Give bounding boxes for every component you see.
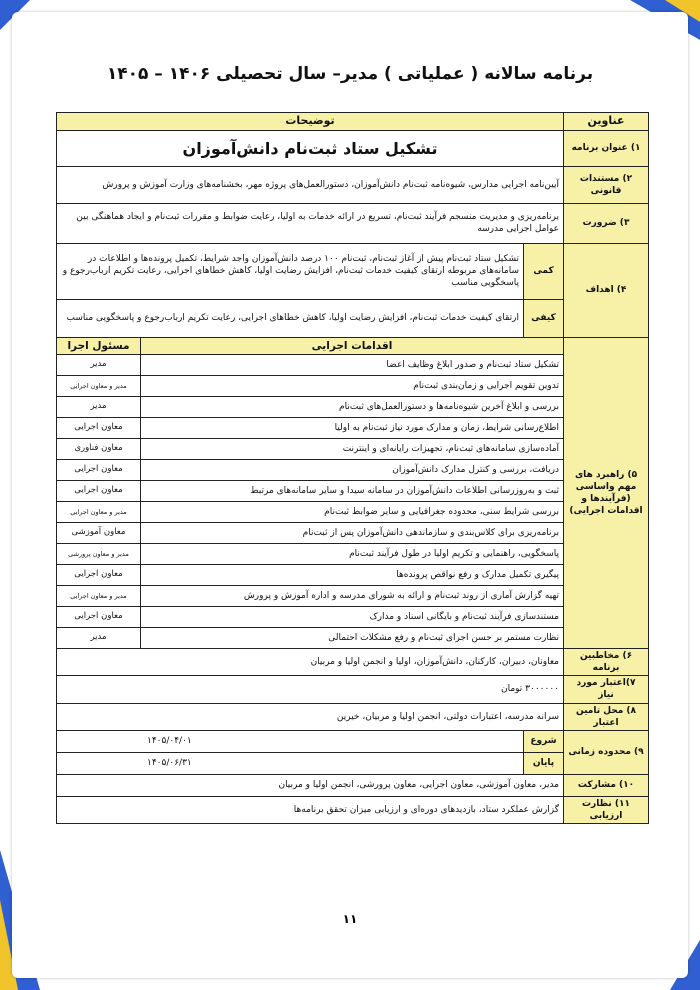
goals-quantitative-label: کمی xyxy=(524,243,564,299)
timeframe-end-value: ۱۴۰۵/۰۶/۳۱ xyxy=(57,752,524,774)
necessity-value: برنامه‌ریزی و مدیریت منسجم فرآیند ثبت‌نام، تسریع در ارائه خدمات به اولیا، رعایت ضوابط و مقررات ثبت‌نام و ایجاد هماهنگی بین عوامل اجرایی مدرسه xyxy=(57,203,564,243)
evaluation-row xyxy=(57,796,649,823)
timeframe-label: ۹) محدوده زمانی xyxy=(564,730,649,774)
legal-docs-row xyxy=(57,166,649,203)
goals-qualitative-row xyxy=(57,299,649,337)
evaluation-label: ۱۱) نظارت ارزیابی xyxy=(564,796,649,823)
strategy-action: تهیه گزارش آماری از روند ثبت‌نام و ارائه به شورای مدرسه و اداره آموزش و پرورش xyxy=(141,586,564,607)
strategy-action: دریافت، بررسی و کنترل مدارک دانش‌آموزان xyxy=(141,460,564,481)
strategy-responsible: مدیر و معاون پرورشی xyxy=(57,544,141,565)
strategy-responsible: مدیر xyxy=(57,397,141,418)
strategy-action: آماده‌سازی سامانه‌های ثبت‌نام، تجهیزات رایانه‌ای و اینترنت xyxy=(141,439,564,460)
strategy-action: بررسی و ابلاغ آخرین شیوه‌نامه‌ها و دستورالعمل‌های ثبت‌نام xyxy=(141,397,564,418)
goals-qualitative-label: کیفی xyxy=(524,299,564,337)
goals-label: ۴) اهداف xyxy=(564,243,649,337)
strategy-item xyxy=(57,355,649,376)
funding-label: ۸) محل تامین اعتبار xyxy=(564,703,649,730)
topics-header: عناوین xyxy=(564,113,649,131)
annual-plan-table xyxy=(56,112,649,824)
funding-row xyxy=(57,703,649,730)
program-title-value: تشکیل ستاد ثبت‌نام دانش‌آموزان xyxy=(57,130,564,166)
timeframe-end-label: پایان xyxy=(524,752,564,774)
timeframe-end-row xyxy=(57,752,649,774)
strategy-action: تدوین تقویم اجرایی و زمان‌بندی ثبت‌نام xyxy=(141,376,564,397)
strategy-item xyxy=(57,565,649,586)
legal-docs-label: ۲) مستندات قانونی xyxy=(564,166,649,203)
strategy-item xyxy=(57,439,649,460)
table-header-row xyxy=(57,113,649,131)
strategy-item xyxy=(57,376,649,397)
strategy-responsible: معاون اجرایی xyxy=(57,460,141,481)
strategy-responsible: مدیر و معاون اجرایی xyxy=(57,502,141,523)
legal-docs-value: آیین‌نامه اجرایی مدارس، شیوه‌نامه ثبت‌نام دانش‌آموزان، دستورالعمل‌های پروژه مهر، بخشنامه‌های وزارت آموزش و پرورش xyxy=(57,166,564,203)
page-number: ۱۱ xyxy=(342,912,358,926)
strategy-action: برنامه‌ریزی برای کلاس‌بندی و سازماندهی دانش‌آموزان پس از ثبت‌نام xyxy=(141,523,564,544)
strategies-header-row xyxy=(57,337,649,354)
program-title-label: ۱) عنوان برنامه xyxy=(564,130,649,166)
responsible-header: مسئول اجرا xyxy=(57,337,141,354)
evaluation-value: گزارش عملکرد ستاد، بازدیدهای دوره‌ای و ارزیابی میزان تحقق برنامه‌ها xyxy=(57,796,564,823)
strategy-item xyxy=(57,586,649,607)
necessity-row xyxy=(57,203,649,243)
descriptions-header: توضیحات xyxy=(57,113,564,131)
strategy-responsible: معاون اجرایی xyxy=(57,418,141,439)
strategy-item xyxy=(57,481,649,502)
strategy-item xyxy=(57,628,649,649)
strategy-action: اطلاع‌رسانی شرایط، زمان و مدارک مورد نیاز ثبت‌نام به اولیا xyxy=(141,418,564,439)
goals-quantitative-row xyxy=(57,243,649,299)
strategy-responsible: معاون اجرایی xyxy=(57,565,141,586)
strategies-label: ۵) راهبرد های مهم واساسی (فرآیندها و اقدامات اجرایی) xyxy=(564,337,649,648)
goals-qualitative-value: ارتقای کیفیت خدمات ثبت‌نام، افزایش رضایت اولیا، کاهش خطاهای اجرایی، رعایت تکریم ارباب‌رجوع و پاسخگویی مناسب xyxy=(57,299,524,337)
strategy-action: تشکیل ستاد ثبت‌نام و صدور ابلاغ وظایف اعضا xyxy=(141,355,564,376)
strategy-responsible: معاون فناوری xyxy=(57,439,141,460)
timeframe-start-value: ۱۴۰۵/۰۴/۰۱ xyxy=(57,730,524,752)
strategy-responsible: مدیر و معاون اجرایی xyxy=(57,586,141,607)
participation-value: مدیر، معاون آموزشی، معاون اجرایی، معاون پرورشی، انجمن اولیا و مربیان xyxy=(57,774,564,796)
strategy-item xyxy=(57,397,649,418)
budget-value: ۳۰۰۰۰۰۰ تومان xyxy=(57,676,564,703)
actions-header: اقدامات اجرایی xyxy=(141,337,564,354)
strategy-action: پاسخگویی، راهنمایی و تکریم اولیا در طول فرآیند ثبت‌نام xyxy=(141,544,564,565)
budget-label: ۷)اعتبار مورد نیاز xyxy=(564,676,649,703)
audience-value: معاونان، دبیران، کارکنان، دانش‌آموزان، اولیا و انجمن اولیا و مربیان xyxy=(57,649,564,676)
necessity-label: ۳) ضرورت xyxy=(564,203,649,243)
strategy-responsible: معاون اجرایی xyxy=(57,481,141,502)
strategy-item xyxy=(57,418,649,439)
strategy-action: نظارت مستمر بر حسن اجرای ثبت‌نام و رفع مشکلات احتمالی xyxy=(141,628,564,649)
strategy-item xyxy=(57,607,649,628)
strategy-action: ثبت و به‌روزرسانی اطلاعات دانش‌آموزان در سامانه سیدا و سایر سامانه‌های مرتبط xyxy=(141,481,564,502)
participation-row xyxy=(57,774,649,796)
strategy-responsible: مدیر xyxy=(57,628,141,649)
strategy-responsible: مدیر و معاون اجرایی xyxy=(57,376,141,397)
strategy-action: مستندسازی فرآیند ثبت‌نام و بایگانی اسناد و مدارک xyxy=(141,607,564,628)
strategy-responsible: معاون اجرایی xyxy=(57,607,141,628)
strategy-item xyxy=(57,544,649,565)
audience-label: ۶) مخاطبین برنامه xyxy=(564,649,649,676)
strategy-item xyxy=(57,502,649,523)
funding-value: سرانه مدرسه، اعتبارات دولتی، انجمن اولیا و مربیان، خیرین xyxy=(57,703,564,730)
strategy-item xyxy=(57,460,649,481)
strategy-responsible: مدیر xyxy=(57,355,141,376)
timeframe-start-row xyxy=(57,730,649,752)
timeframe-start-label: شروع xyxy=(524,730,564,752)
strategy-action: بررسی شرایط سنی، محدوده جغرافیایی و سایر ضوابط ثبت‌نام xyxy=(141,502,564,523)
budget-row xyxy=(57,676,649,703)
strategy-responsible: معاون آموزشی xyxy=(57,523,141,544)
strategy-action: پیگیری تکمیل مدارک و رفع نواقص پرونده‌ها xyxy=(141,565,564,586)
participation-label: ۱۰) مشارکت xyxy=(564,774,649,796)
document-title: برنامه سالانه ( عملیاتی ) مدیر– سال تحصیلی ۱۴۰۶ – ۱۴۰۵ xyxy=(106,64,594,84)
goals-quantitative-value: تشکیل ستاد ثبت‌نام پیش از آغاز ثبت‌نام، ثبت‌نام ۱۰۰ درصد دانش‌آموزان واجد شرایط، تکمیل پرونده‌ها و اطلاعات در سامانه‌های مربوطه ارتقای کیفیت خدمات ثبت‌نام، افزایش رضایت اولیا، کاهش خطاهای اجرایی، رعایت تکریم ارباب‌رجوع و پاسخگویی مناسب xyxy=(57,243,524,299)
audience-row xyxy=(57,649,649,676)
strategy-item xyxy=(57,523,649,544)
program-title-row xyxy=(57,130,649,166)
